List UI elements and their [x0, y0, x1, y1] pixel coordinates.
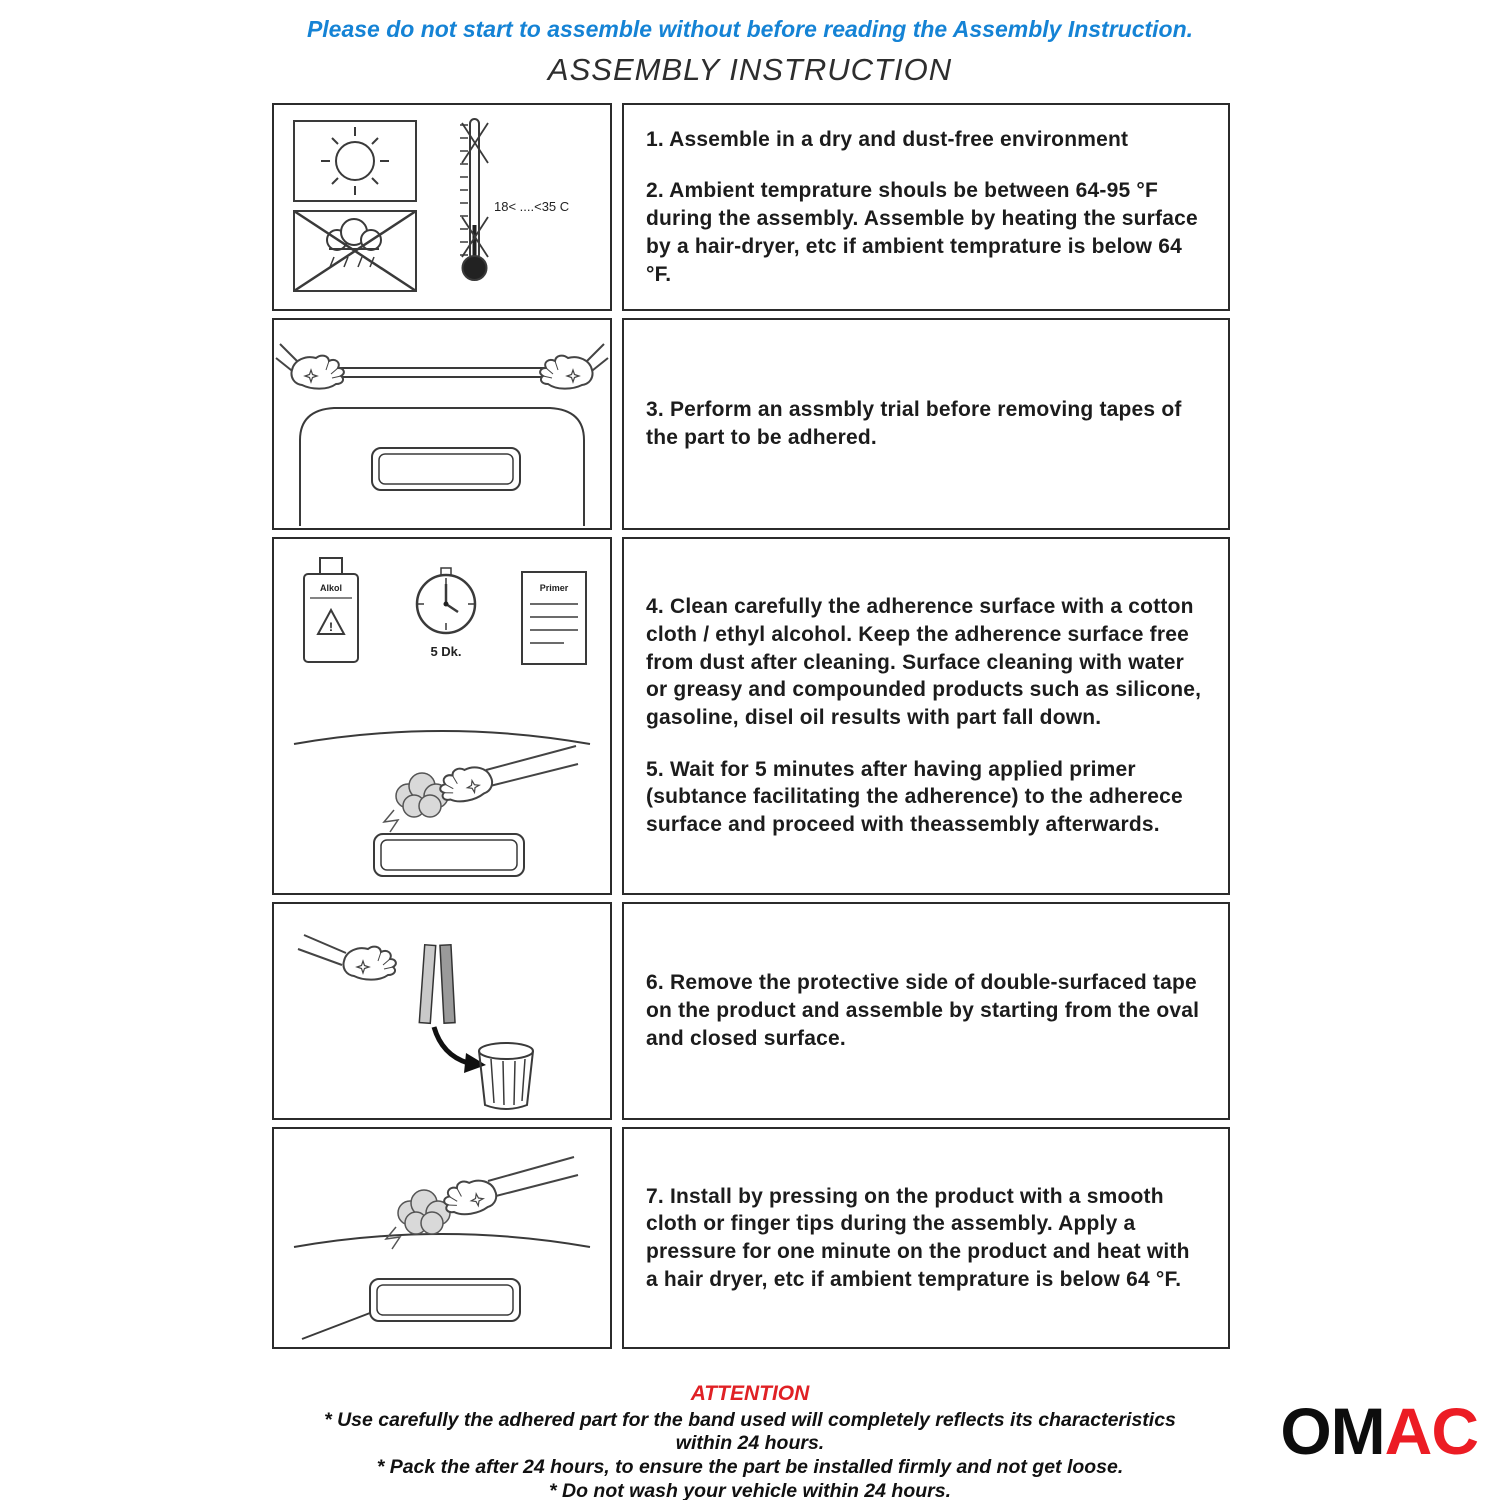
step-row-press-install	[272, 1127, 1230, 1349]
thermometer-icon	[460, 119, 488, 280]
page-title: ASSEMBLY INSTRUCTION	[547, 52, 953, 87]
trim-strip	[340, 368, 544, 377]
no-rain-icon	[294, 211, 416, 291]
sun-icon	[294, 121, 416, 201]
instruction-paragraph: 1. Assemble in a dry and dust-free environment	[646, 127, 1129, 151]
attention-note: * Pack the after 24 hours, to ensure the part be installed firmly and not get loose.	[376, 1456, 1124, 1478]
clock-duration-label: 5 Dk.	[430, 644, 462, 659]
primer-document-icon	[522, 572, 586, 664]
cleaning-scene	[294, 731, 590, 876]
warning-mark: !	[329, 620, 333, 634]
remove-tape-illustration	[274, 905, 610, 1117]
edge-line	[302, 1313, 370, 1339]
right-hand-icon	[540, 356, 592, 389]
instruction-paragraph: 6. Remove the protective side of double-surfaced tape on the product and assemble by starting from the oval and closed surface.	[646, 971, 1200, 1050]
peeling-arm	[298, 935, 346, 965]
instruction-text-environment	[622, 103, 1230, 311]
peeling-hand-icon	[343, 947, 395, 980]
figure-environment	[272, 103, 612, 311]
tailgate-outline	[300, 408, 584, 526]
figure-trial-fit	[272, 318, 612, 530]
instruction-paragraph: 2. Ambient temprature shouls be between 64-95 °F during the assembly. Assemble by heating the surface by a hair-dryer, etc if ambient temprature is below 64 °F.	[646, 179, 1198, 286]
figure-press-install	[272, 1127, 612, 1349]
step-row-environment	[272, 103, 1230, 311]
pressing-arm	[488, 1157, 578, 1197]
brand-logo-left: OM	[1280, 1394, 1385, 1468]
instruction-paragraph: 3. Perform an assmbly trial before removing tapes of the part to be adhered.	[646, 398, 1182, 449]
brand-logo	[1280, 1394, 1478, 1468]
step-row-clean-surface	[272, 537, 1230, 895]
attention-note: * Use carefully the adhered part for the band used will completely reflects its characteristics within 24 hours.	[324, 1409, 1176, 1454]
instruction-paragraph: 7. Install by pressing on the product with a smooth cloth or finger tips during the assembly. Apply a pressure for one minute on the product and heat with a hair dryer, etc if ambient temprature is below 64 °F.	[646, 1184, 1190, 1291]
plate-recess	[372, 448, 520, 490]
pressing-hand-icon	[441, 1176, 498, 1218]
trunk-curve	[294, 731, 590, 744]
alcohol-bottle-icon	[304, 558, 358, 662]
primer-label: Primer	[539, 583, 569, 593]
step-row-remove-tape	[272, 902, 1230, 1120]
clean-surface-illustration	[274, 538, 610, 894]
bottle-label: Alkol	[319, 583, 343, 593]
figure-remove-tape	[272, 902, 612, 1120]
trash-can-icon	[479, 1043, 533, 1109]
instruction-text-clean-surface	[622, 537, 1230, 895]
trunk-curve	[294, 1234, 590, 1247]
attention-section	[0, 1382, 1500, 1500]
steps-list	[272, 103, 1230, 1349]
instruction-paragraph: 4. Clean carefully the adherence surface with a cotton cloth / ethyl alcohol. Keep the adherence surface free from dust after cleaning. Surface cleaning with water or greasy and compounded products such as silicone, gasoline, disel oil results with part fall down.	[646, 595, 1202, 729]
figure-clean-surface	[272, 537, 612, 895]
plate-recess	[370, 1279, 520, 1321]
instruction-paragraph: 5. Wait for 5 minutes after having applied primer (subtance facilitating the adherence) to the adherece surface and proceed with theassembly afterwards.	[646, 757, 1183, 837]
trial-fit-illustration	[274, 318, 610, 530]
step-row-trial-fit	[272, 318, 1230, 530]
cloth-icon	[384, 773, 448, 832]
top-notice: Please do not start to assemble without before reading the Assembly Instruction.	[306, 16, 1194, 42]
clock-icon	[417, 568, 475, 633]
environment-illustration	[274, 105, 610, 309]
attention-title: ATTENTION	[690, 1382, 810, 1405]
instruction-text-press-install	[622, 1127, 1230, 1349]
brand-logo-right: AC	[1384, 1394, 1478, 1468]
tape-strips-icon	[419, 945, 455, 1024]
cloth-icon	[386, 1190, 450, 1249]
attention-note: * Do not wash your vehicle within 24 hours.	[549, 1480, 951, 1500]
instruction-text-trial-fit	[622, 318, 1230, 530]
press-install-illustration	[274, 1129, 610, 1347]
attention-notes	[310, 1409, 1190, 1500]
plate-recess	[374, 834, 524, 876]
temperature-range-label: 18< ....<35 C	[494, 199, 570, 214]
instruction-text-remove-tape	[622, 902, 1230, 1120]
cleaning-arm	[486, 746, 578, 786]
left-hand-icon	[291, 356, 343, 389]
